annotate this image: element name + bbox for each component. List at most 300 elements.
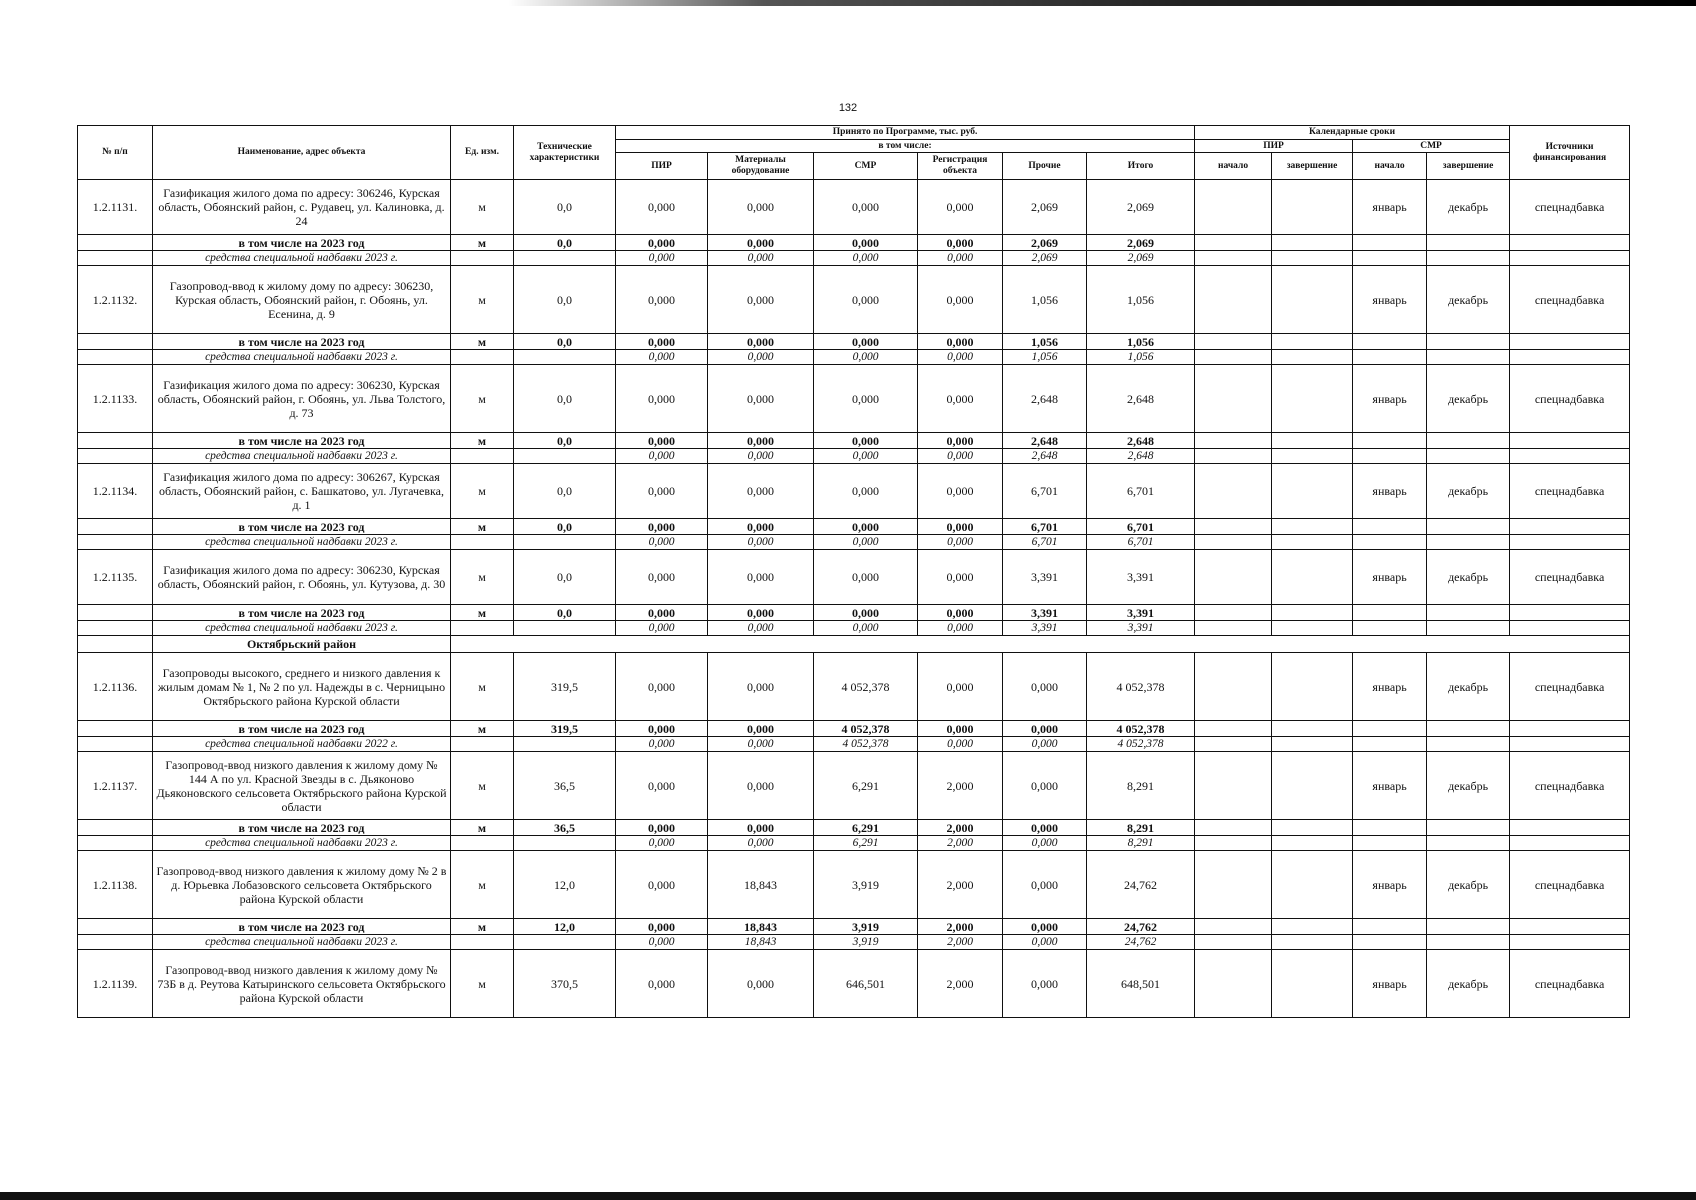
cell-smr: 3,919	[814, 935, 918, 950]
cell-smr-end	[1427, 449, 1510, 464]
cell-reg: 2,000	[918, 820, 1003, 836]
cell-pir: 0,000	[616, 334, 708, 350]
cell-smr-start: январь	[1353, 950, 1427, 1018]
cell-empty	[78, 636, 153, 653]
col-materials-header: Материалы оборудование	[708, 153, 814, 180]
cell-unit	[451, 935, 514, 950]
cell-other: 0,000	[1003, 820, 1087, 836]
col-sources-header: Источники финансирования	[1510, 126, 1630, 180]
cell-mat: 18,843	[708, 851, 814, 919]
cell-mat: 0,000	[708, 350, 814, 365]
cell-unit: м	[451, 334, 514, 350]
cell-total: 6,701	[1087, 519, 1195, 535]
cell-total: 2,069	[1087, 180, 1195, 235]
cell-code	[78, 449, 153, 464]
cell-mat: 0,000	[708, 721, 814, 737]
cell-pir-start	[1195, 535, 1272, 550]
cell-name: средства специальной надбавки 2023 г.	[153, 350, 451, 365]
cell-pir-end	[1272, 605, 1353, 621]
cell-source: спецнадбавка	[1510, 550, 1630, 605]
cell-tech	[514, 535, 616, 550]
accepted-header: Принято по Программе, тыс. руб.	[616, 126, 1195, 140]
cell-pir-start	[1195, 433, 1272, 449]
cell-name: Газификация жилого дома по адресу: 306230, Курская область, Обоянский район, г. Обоянь, ул. Кутузова, д. 30	[153, 550, 451, 605]
cell-mat: 0,000	[708, 737, 814, 752]
cell-reg: 0,000	[918, 653, 1003, 721]
cell-pir-start	[1195, 752, 1272, 820]
cell-smr-start	[1353, 935, 1427, 950]
cell-pir: 0,000	[616, 266, 708, 334]
cell-source: спецнадбавка	[1510, 950, 1630, 1018]
cell-smr: 4 052,378	[814, 737, 918, 752]
cal-pir-header: ПИР	[1195, 140, 1353, 153]
cell-smr-start	[1353, 721, 1427, 737]
cell-smr-start: январь	[1353, 266, 1427, 334]
cell-total: 8,291	[1087, 752, 1195, 820]
cell-smr-start	[1353, 621, 1427, 636]
cell-reg: 2,000	[918, 752, 1003, 820]
cell-code: 1.2.1136.	[78, 653, 153, 721]
cell-unit: м	[451, 752, 514, 820]
cell-tech: 0,0	[514, 464, 616, 519]
cell-pir-end	[1272, 464, 1353, 519]
cell-unit	[451, 836, 514, 851]
cell-smr-start: январь	[1353, 752, 1427, 820]
object-row	[78, 851, 1630, 919]
year-subtotal-row	[78, 235, 1630, 251]
cell-pir-start	[1195, 180, 1272, 235]
cell-pir: 0,000	[616, 653, 708, 721]
cell-smr: 6,291	[814, 820, 918, 836]
cell-smr: 6,291	[814, 752, 918, 820]
cell-mat: 0,000	[708, 334, 814, 350]
cell-pir: 0,000	[616, 721, 708, 737]
cell-pir: 0,000	[616, 752, 708, 820]
cell-other: 2,069	[1003, 251, 1087, 266]
cell-mat: 0,000	[708, 464, 814, 519]
cell-other: 0,000	[1003, 737, 1087, 752]
cell-tech	[514, 836, 616, 851]
cell-pir-start	[1195, 251, 1272, 266]
cell-name: средства специальной надбавки 2023 г.	[153, 935, 451, 950]
cell-other: 2,648	[1003, 433, 1087, 449]
cell-pir: 0,000	[616, 350, 708, 365]
object-row	[78, 365, 1630, 433]
cell-name: в том числе на 2023 год	[153, 235, 451, 251]
year-subtotal-row	[78, 519, 1630, 535]
cell-other: 0,000	[1003, 653, 1087, 721]
cell-smr-end: декабрь	[1427, 266, 1510, 334]
cell-reg: 0,000	[918, 605, 1003, 621]
cell-reg: 0,000	[918, 519, 1003, 535]
cell-source: спецнадбавка	[1510, 653, 1630, 721]
cell-name: средства специальной надбавки 2022 г.	[153, 737, 451, 752]
cell-pir-start	[1195, 820, 1272, 836]
cell-smr: 646,501	[814, 950, 918, 1018]
cell-name: в том числе на 2023 год	[153, 605, 451, 621]
cell-source	[1510, 919, 1630, 935]
object-row	[78, 653, 1630, 721]
funding-row	[78, 251, 1630, 266]
cell-pir-end	[1272, 935, 1353, 950]
cell-pir-end	[1272, 535, 1353, 550]
cell-code	[78, 737, 153, 752]
col-tech-header: Технические характеристики	[514, 126, 616, 180]
cell-unit: м	[451, 550, 514, 605]
cell-smr-end	[1427, 334, 1510, 350]
cell-mat: 0,000	[708, 621, 814, 636]
cell-name: в том числе на 2023 год	[153, 820, 451, 836]
col-total-header: Итого	[1087, 153, 1195, 180]
district-row	[78, 636, 1630, 653]
cell-tech: 0,0	[514, 266, 616, 334]
cell-name: в том числе на 2023 год	[153, 919, 451, 935]
cell-smr-end	[1427, 535, 1510, 550]
cell-other: 0,000	[1003, 935, 1087, 950]
cell-pir-end	[1272, 519, 1353, 535]
cell-source: спецнадбавка	[1510, 365, 1630, 433]
cell-smr-start: январь	[1353, 180, 1427, 235]
cell-pir-end	[1272, 820, 1353, 836]
cell-smr: 0,000	[814, 334, 918, 350]
cell-reg: 0,000	[918, 365, 1003, 433]
cell-smr-end: декабрь	[1427, 752, 1510, 820]
cell-name: Газопроводы высокого, среднего и низкого давления к жилым домам № 1, № 2 по ул. Надежды в с. Черницыно Октябрьского района Курской области	[153, 653, 451, 721]
cell-source	[1510, 737, 1630, 752]
cell-pir-end	[1272, 621, 1353, 636]
cell-code	[78, 350, 153, 365]
cell-smr-end: декабрь	[1427, 653, 1510, 721]
cell-reg: 2,000	[918, 919, 1003, 935]
cell-tech: 0,0	[514, 433, 616, 449]
scan-edge-top	[0, 0, 1696, 6]
col-unit-header: Ед. изм.	[451, 126, 514, 180]
cell-total: 648,501	[1087, 950, 1195, 1018]
cell-name: Газификация жилого дома по адресу: 306267, Курская область, Обоянский район, с. Башкатово, ул. Лугачевка, д. 1	[153, 464, 451, 519]
cell-pir: 0,000	[616, 251, 708, 266]
object-row	[78, 464, 1630, 519]
cell-smr: 0,000	[814, 365, 918, 433]
cell-code: 1.2.1139.	[78, 950, 153, 1018]
cell-total: 4 052,378	[1087, 721, 1195, 737]
cell-smr-start: январь	[1353, 851, 1427, 919]
cell-source	[1510, 433, 1630, 449]
year-subtotal-row	[78, 334, 1630, 350]
cell-pir-end	[1272, 737, 1353, 752]
cell-code: 1.2.1133.	[78, 365, 153, 433]
cell-code	[78, 519, 153, 535]
cell-unit: м	[451, 266, 514, 334]
cell-pir: 0,000	[616, 621, 708, 636]
cell-smr: 0,000	[814, 519, 918, 535]
col-smr-end-header: завершение	[1427, 153, 1510, 180]
cell-mat: 0,000	[708, 266, 814, 334]
cell-smr-start	[1353, 334, 1427, 350]
cell-unit: м	[451, 464, 514, 519]
cell-source: спецнадбавка	[1510, 851, 1630, 919]
cell-pir: 0,000	[616, 605, 708, 621]
cell-pir: 0,000	[616, 365, 708, 433]
year-subtotal-row	[78, 721, 1630, 737]
cell-other: 0,000	[1003, 721, 1087, 737]
cell-code	[78, 721, 153, 737]
funding-row	[78, 836, 1630, 851]
cell-code: 1.2.1134.	[78, 464, 153, 519]
cell-total: 1,056	[1087, 350, 1195, 365]
cell-tech	[514, 449, 616, 464]
cell-tech: 0,0	[514, 365, 616, 433]
cell-tech	[514, 621, 616, 636]
page-number: 132	[838, 102, 858, 114]
col-other-header: Прочие	[1003, 153, 1087, 180]
cell-total: 2,069	[1087, 235, 1195, 251]
cell-code: 1.2.1135.	[78, 550, 153, 605]
cell-pir-start	[1195, 919, 1272, 935]
cell-pir-start	[1195, 334, 1272, 350]
cell-tech	[514, 935, 616, 950]
cell-source: спецнадбавка	[1510, 266, 1630, 334]
cell-other: 2,648	[1003, 449, 1087, 464]
cell-reg: 2,000	[918, 950, 1003, 1018]
cell-pir-end	[1272, 433, 1353, 449]
cell-unit: м	[451, 433, 514, 449]
cell-mat: 0,000	[708, 535, 814, 550]
cell-smr: 0,000	[814, 266, 918, 334]
cell-unit: м	[451, 180, 514, 235]
cell-total: 8,291	[1087, 836, 1195, 851]
cell-smr-start	[1353, 737, 1427, 752]
cell-smr-start	[1353, 235, 1427, 251]
cell-source	[1510, 449, 1630, 464]
cell-source	[1510, 350, 1630, 365]
cell-source	[1510, 605, 1630, 621]
cell-reg: 0,000	[918, 350, 1003, 365]
cell-other: 2,069	[1003, 180, 1087, 235]
cell-smr: 0,000	[814, 621, 918, 636]
cell-name: средства специальной надбавки 2023 г.	[153, 251, 451, 266]
cell-reg: 0,000	[918, 721, 1003, 737]
cell-smr-start	[1353, 251, 1427, 266]
funding-row	[78, 935, 1630, 950]
cell-pir-start	[1195, 235, 1272, 251]
cell-source: спецнадбавка	[1510, 752, 1630, 820]
cell-code	[78, 535, 153, 550]
cell-source	[1510, 535, 1630, 550]
cell-mat: 0,000	[708, 950, 814, 1018]
cell-smr: 0,000	[814, 605, 918, 621]
cell-pir-start	[1195, 266, 1272, 334]
cell-other: 1,056	[1003, 266, 1087, 334]
cell-tech: 319,5	[514, 721, 616, 737]
cell-smr: 0,000	[814, 433, 918, 449]
cell-smr-end	[1427, 721, 1510, 737]
cell-pir: 0,000	[616, 950, 708, 1018]
cell-pir: 0,000	[616, 535, 708, 550]
cell-total: 3,391	[1087, 605, 1195, 621]
year-subtotal-row	[78, 433, 1630, 449]
cell-smr-start	[1353, 820, 1427, 836]
cell-smr-start	[1353, 919, 1427, 935]
cell-code	[78, 235, 153, 251]
cell-pir: 0,000	[616, 919, 708, 935]
col-pir-end-header: завершение	[1272, 153, 1353, 180]
cell-smr-end	[1427, 836, 1510, 851]
cell-total: 1,056	[1087, 266, 1195, 334]
cell-smr-start: январь	[1353, 653, 1427, 721]
cell-mat: 0,000	[708, 653, 814, 721]
including-header: в том числе:	[616, 140, 1195, 153]
cell-tech: 0,0	[514, 235, 616, 251]
table-body	[78, 180, 1630, 1018]
cell-pir-end	[1272, 235, 1353, 251]
cell-unit: м	[451, 365, 514, 433]
cell-tech: 319,5	[514, 653, 616, 721]
cell-smr: 0,000	[814, 251, 918, 266]
cell-name: Газопровод-ввод низкого давления к жилому дому № 73Б в д. Реутова Катыринского сельсовета Октябрьского района Курской области	[153, 950, 451, 1018]
cell-unit: м	[451, 519, 514, 535]
cell-tech: 0,0	[514, 334, 616, 350]
cell-smr-end: декабрь	[1427, 950, 1510, 1018]
cell-pir-start	[1195, 737, 1272, 752]
cell-unit: м	[451, 235, 514, 251]
cell-smr-start	[1353, 836, 1427, 851]
year-subtotal-row	[78, 820, 1630, 836]
cell-name: в том числе на 2023 год	[153, 519, 451, 535]
cell-pir-end	[1272, 721, 1353, 737]
cell-pir: 0,000	[616, 433, 708, 449]
cell-source	[1510, 621, 1630, 636]
cell-name: средства специальной надбавки 2023 г.	[153, 836, 451, 851]
cell-pir-start	[1195, 721, 1272, 737]
cell-total: 1,056	[1087, 334, 1195, 350]
cell-pir-start	[1195, 365, 1272, 433]
cell-pir-end	[1272, 449, 1353, 464]
cell-other: 1,056	[1003, 334, 1087, 350]
cell-mat: 0,000	[708, 449, 814, 464]
funding-row	[78, 535, 1630, 550]
funding-row	[78, 621, 1630, 636]
cell-total: 8,291	[1087, 820, 1195, 836]
cell-smr-end	[1427, 519, 1510, 535]
cell-mat: 0,000	[708, 180, 814, 235]
cell-other: 6,701	[1003, 519, 1087, 535]
cell-smr-end	[1427, 350, 1510, 365]
cell-mat: 0,000	[708, 251, 814, 266]
cell-name: Газопровод-ввод к жилому дому по адресу: 306230, Курская область, Обоянский район, г. Обоянь, ул. Есенина, д. 9	[153, 266, 451, 334]
cell-pir-start	[1195, 836, 1272, 851]
cell-pir-end	[1272, 350, 1353, 365]
cell-tech: 0,0	[514, 550, 616, 605]
cell-pir: 0,000	[616, 820, 708, 836]
cell-total: 2,648	[1087, 433, 1195, 449]
cell-mat: 0,000	[708, 433, 814, 449]
cell-pir: 0,000	[616, 851, 708, 919]
cell-reg: 0,000	[918, 251, 1003, 266]
cell-smr: 0,000	[814, 350, 918, 365]
cell-tech: 0,0	[514, 519, 616, 535]
cell-pir-start	[1195, 449, 1272, 464]
cell-other: 0,000	[1003, 836, 1087, 851]
calendar-header: Календарные сроки	[1195, 126, 1510, 140]
cell-total: 6,701	[1087, 464, 1195, 519]
cell-empty	[451, 636, 1630, 653]
cell-pir-start	[1195, 350, 1272, 365]
cell-pir: 0,000	[616, 449, 708, 464]
cell-code	[78, 251, 153, 266]
cell-other: 0,000	[1003, 851, 1087, 919]
cell-pir-end	[1272, 365, 1353, 433]
cell-pir-start	[1195, 935, 1272, 950]
cell-smr: 0,000	[814, 464, 918, 519]
cell-source	[1510, 935, 1630, 950]
cell-smr-start	[1353, 449, 1427, 464]
cell-code	[78, 605, 153, 621]
cell-pir: 0,000	[616, 550, 708, 605]
cell-smr: 0,000	[814, 550, 918, 605]
cell-code	[78, 621, 153, 636]
cell-pir-start	[1195, 519, 1272, 535]
cell-pir: 0,000	[616, 180, 708, 235]
cell-pir-end	[1272, 851, 1353, 919]
cell-mat: 18,843	[708, 935, 814, 950]
cell-pir-end	[1272, 266, 1353, 334]
cell-smr-end	[1427, 919, 1510, 935]
cell-smr-end	[1427, 433, 1510, 449]
cell-code	[78, 433, 153, 449]
cell-smr: 6,291	[814, 836, 918, 851]
cell-tech	[514, 350, 616, 365]
cell-unit: м	[451, 605, 514, 621]
cell-reg: 0,000	[918, 433, 1003, 449]
year-subtotal-row	[78, 605, 1630, 621]
cell-reg: 2,000	[918, 836, 1003, 851]
cell-code	[78, 334, 153, 350]
cell-pir-end	[1272, 550, 1353, 605]
object-row	[78, 180, 1630, 235]
cell-pir-end	[1272, 653, 1353, 721]
cell-mat: 0,000	[708, 836, 814, 851]
cell-unit	[451, 350, 514, 365]
cell-total: 3,391	[1087, 621, 1195, 636]
col-name-header: Наименование, адрес объекта	[153, 126, 451, 180]
cell-other: 0,000	[1003, 752, 1087, 820]
cell-tech: 370,5	[514, 950, 616, 1018]
object-row	[78, 266, 1630, 334]
cell-smr: 0,000	[814, 449, 918, 464]
cell-smr: 4 052,378	[814, 653, 918, 721]
cell-unit: м	[451, 919, 514, 935]
cell-unit: м	[451, 820, 514, 836]
cell-pir-start	[1195, 464, 1272, 519]
cell-reg: 0,000	[918, 449, 1003, 464]
cell-total: 2,648	[1087, 449, 1195, 464]
cell-smr-end	[1427, 251, 1510, 266]
cell-reg: 0,000	[918, 180, 1003, 235]
cell-pir-end	[1272, 334, 1353, 350]
cell-smr-start	[1353, 605, 1427, 621]
cell-smr-end	[1427, 621, 1510, 636]
col-pir-header: ПИР	[616, 153, 708, 180]
cell-pir: 0,000	[616, 737, 708, 752]
cell-source	[1510, 251, 1630, 266]
cell-mat: 0,000	[708, 365, 814, 433]
cell-name: Газопровод-ввод низкого давления к жилому дому № 144 А по ул. Красной Звезды в с. Дьяконово Дьяконовского сельсовета Октябрьского района Курской области	[153, 752, 451, 820]
cell-code	[78, 820, 153, 836]
cell-code: 1.2.1132.	[78, 266, 153, 334]
cell-other: 0,000	[1003, 919, 1087, 935]
cell-code	[78, 836, 153, 851]
cell-mat: 0,000	[708, 605, 814, 621]
